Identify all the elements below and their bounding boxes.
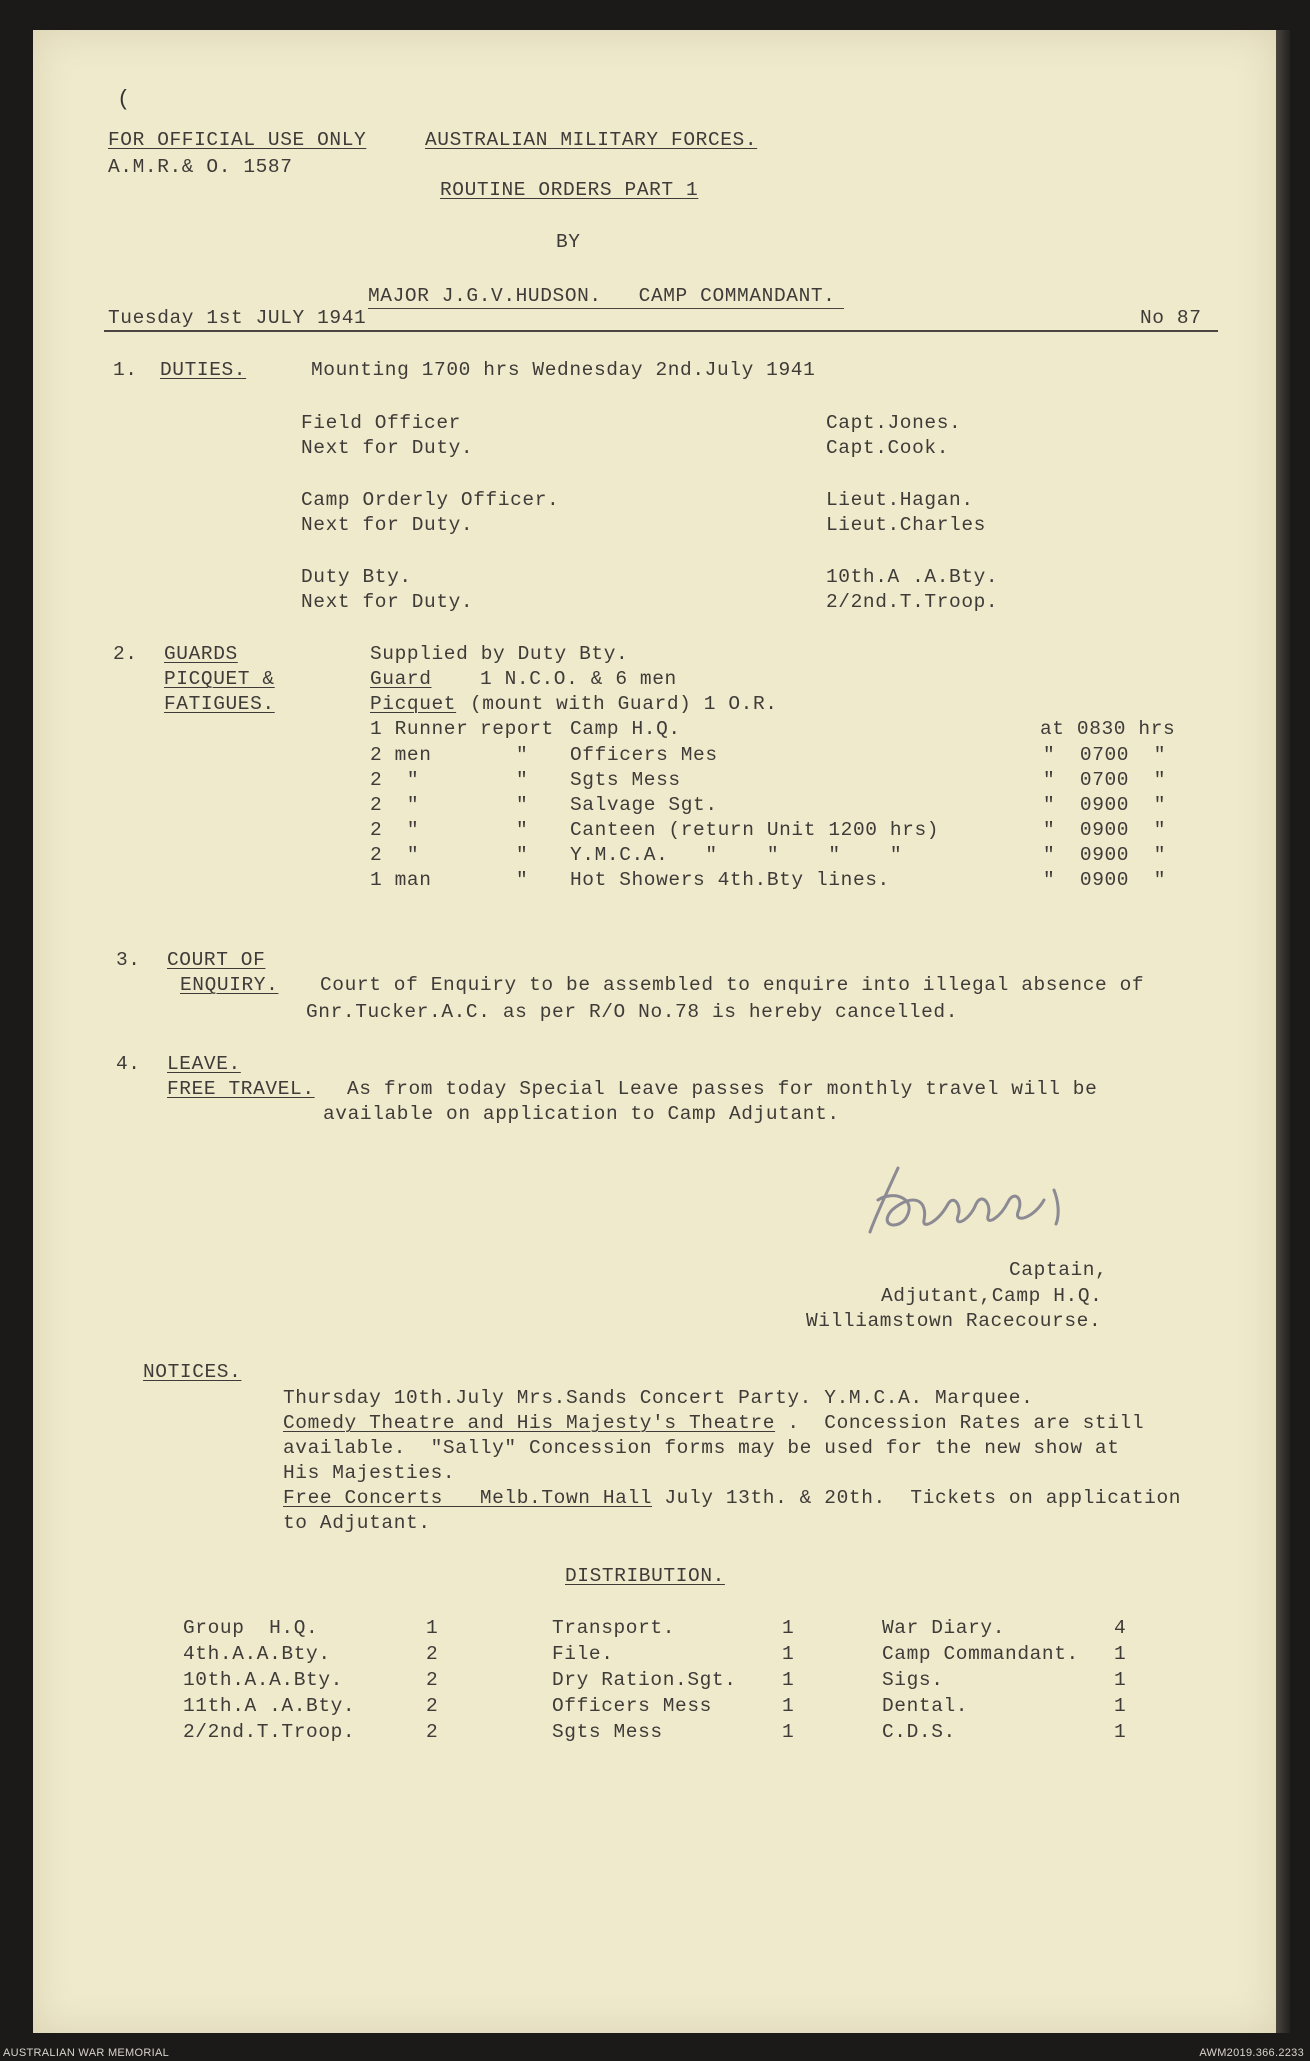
by-label: BY xyxy=(556,231,581,253)
notices-heading: NOTICES. xyxy=(143,1361,242,1383)
classification: FOR OFFICIAL USE ONLY xyxy=(108,129,367,151)
distribution-qty: 1 xyxy=(782,1643,795,1665)
leave-heading: LEAVE. xyxy=(167,1053,241,1075)
fatigue-who: 2 " xyxy=(370,769,420,791)
fatigue-who: 1 Runner xyxy=(370,718,469,740)
distribution-qty: 1 xyxy=(1114,1669,1127,1691)
order-number: No 87 xyxy=(1140,307,1202,329)
guard-label: Guard xyxy=(370,668,432,690)
duty-role: Next for Duty. xyxy=(301,591,474,613)
notice-line: His Majesties. xyxy=(283,1462,456,1484)
distribution-unit: 11th.A .A.Bty. xyxy=(183,1695,356,1717)
notice-free-concerts: Free Concerts Melb.Town Hall xyxy=(283,1487,653,1509)
notice-line: to Adjutant. xyxy=(283,1512,431,1534)
court-text: Court of Enquiry to be assembled to enquire into illegal absence of xyxy=(320,974,1145,996)
duty-officer: 2/2nd.T.Troop. xyxy=(826,591,999,613)
distribution-unit: Dry Ration.Sgt. xyxy=(552,1669,737,1691)
guards-supplied: Supplied by Duty Bty. xyxy=(370,643,629,665)
organisation-title: AUSTRALIAN MILITARY FORCES. xyxy=(425,129,758,151)
fatigue-task: Sgts Mess xyxy=(570,769,681,791)
fatigue-task: Camp H.Q. xyxy=(570,718,681,740)
header-rule xyxy=(104,330,1218,332)
fatigue-task: Hot Showers 4th.Bty lines. xyxy=(570,869,890,891)
distribution-unit: Group H.Q. xyxy=(183,1617,319,1639)
archive-credit: AUSTRALIAN WAR MEMORIAL xyxy=(3,2047,170,2059)
distribution-unit: Camp Commandant. xyxy=(882,1643,1079,1665)
margin-mark: ( xyxy=(117,87,131,112)
reference-number: A.M.R.& O. 1587 xyxy=(108,156,293,178)
fatigue-ditto: " xyxy=(516,769,529,791)
fatigue-time: " 0900 " xyxy=(1043,869,1167,891)
duty-role: Camp Orderly Officer. xyxy=(301,489,560,511)
distribution-qty: 2 xyxy=(426,1669,439,1691)
distribution-unit: Sgts Mess xyxy=(552,1721,663,1743)
fatigue-time: " 0700 " xyxy=(1043,769,1167,791)
fatigue-time: " 0900 " xyxy=(1043,844,1167,866)
distribution-unit: Dental. xyxy=(882,1695,969,1717)
duty-role: Next for Duty. xyxy=(301,437,474,459)
picquet-text: (mount with Guard) 1 O.R. xyxy=(470,693,778,715)
signatory-appointment: Adjutant,Camp H.Q. xyxy=(881,1285,1103,1307)
fatigue-ditto: " xyxy=(516,819,529,841)
fatigue-who: 2 " xyxy=(370,794,420,816)
court-heading: COURT OF xyxy=(167,949,266,971)
issuer: MAJOR J.G.V.HUDSON. CAMP COMMANDANT. xyxy=(368,285,836,307)
distribution-unit: Officers Mess xyxy=(552,1695,712,1717)
distribution-qty: 1 xyxy=(782,1721,795,1743)
distribution-qty: 1 xyxy=(1114,1721,1127,1743)
fatigue-who: 2 " xyxy=(370,819,420,841)
adjutant-signature xyxy=(858,1160,1098,1240)
fatigue-who: 1 man xyxy=(370,869,432,891)
duty-officer: Capt.Jones. xyxy=(826,412,962,434)
signatory-rank: Captain, xyxy=(1009,1259,1108,1281)
notice-line xyxy=(283,1486,1181,1510)
sheet-edge xyxy=(1276,30,1290,2033)
notice-concert-dates: July 13th. & 20th. Tickets on application xyxy=(652,1487,1182,1509)
fatigue-task: Canteen (return Unit 1200 hrs) xyxy=(570,819,940,841)
fatigue-ditto: " xyxy=(516,744,529,766)
fatigue-who: 2 men xyxy=(370,744,432,766)
fatigue-time: at 0830 hrs xyxy=(1040,718,1176,740)
duty-role: Duty Bty. xyxy=(301,566,412,588)
fatigue-ditto: " xyxy=(516,869,529,891)
section-number: 2. xyxy=(113,643,138,665)
picquet-label: Picquet xyxy=(370,693,457,715)
distribution-qty: 1 xyxy=(426,1617,439,1639)
distribution-qty: 2 xyxy=(426,1721,439,1743)
distribution-heading: DISTRIBUTION. xyxy=(565,1565,725,1587)
leave-heading: FREE TRAVEL. xyxy=(167,1078,315,1100)
distribution-qty: 1 xyxy=(1114,1643,1127,1665)
distribution-qty: 1 xyxy=(1114,1695,1127,1717)
distribution-unit: War Diary. xyxy=(882,1617,1006,1639)
distribution-qty: 1 xyxy=(782,1669,795,1691)
guards-heading: PICQUET & xyxy=(164,668,275,690)
fatigue-time: " 0900 " xyxy=(1043,819,1167,841)
leave-text: As from today Special Leave passes for monthly travel will be xyxy=(347,1078,1098,1100)
distribution-qty: 2 xyxy=(426,1695,439,1717)
duty-officer: Lieut.Hagan. xyxy=(826,489,974,511)
distribution-unit: 2/2nd.T.Troop. xyxy=(183,1721,356,1743)
distribution-unit: File. xyxy=(552,1643,614,1665)
distribution-unit: Sigs. xyxy=(882,1669,944,1691)
notice-line: Thursday 10th.July Mrs.Sands Concert Party. Y.M.C.A. Marquee. xyxy=(283,1387,1034,1409)
distribution-unit: Transport. xyxy=(552,1617,676,1639)
notice-theatres: Comedy Theatre and His Majesty's Theatre xyxy=(283,1412,776,1434)
document-title: ROUTINE ORDERS PART 1 xyxy=(440,179,699,201)
guard-text: 1 N.C.O. & 6 men xyxy=(480,668,677,690)
notice-line xyxy=(283,1411,1144,1435)
court-heading: ENQUIRY. xyxy=(180,974,279,996)
fatigue-who: 2 " xyxy=(370,844,420,866)
duty-officer: Capt.Cook. xyxy=(826,437,950,459)
duty-officer: 10th.A .A.Bty. xyxy=(826,566,999,588)
guards-heading: GUARDS xyxy=(164,643,238,665)
distribution-qty: 4 xyxy=(1114,1617,1127,1639)
duty-role: Next for Duty. xyxy=(301,514,474,536)
section-number: 1. xyxy=(113,359,138,381)
archive-accession-number: AWM2019.366.2233 xyxy=(1199,2047,1304,2059)
leave-text: available on application to Camp Adjutant. xyxy=(323,1103,840,1125)
duties-heading: DUTIES. xyxy=(160,359,247,381)
fatigue-ditto: " xyxy=(516,794,529,816)
distribution-qty: 1 xyxy=(782,1617,795,1639)
guards-heading: FATIGUES. xyxy=(164,693,275,715)
fatigue-task: Y.M.C.A. " " " " xyxy=(570,844,903,866)
duty-role: Field Officer xyxy=(301,412,461,434)
fatigue-task: Officers Mes xyxy=(570,744,718,766)
distribution-qty: 2 xyxy=(426,1643,439,1665)
order-date: Tuesday 1st JULY 1941 xyxy=(108,307,367,329)
duty-officer: Lieut.Charles xyxy=(826,514,986,536)
court-text: Gnr.Tucker.A.C. as per R/O No.78 is hereby cancelled. xyxy=(306,1001,959,1023)
issuer-underline xyxy=(368,308,844,309)
duties-intro: Mounting 1700 hrs Wednesday 2nd.July 1941 xyxy=(311,359,816,381)
distribution-qty: 1 xyxy=(782,1695,795,1717)
signatory-location: Williamstown Racecourse. xyxy=(806,1310,1102,1332)
fatigue-time: " 0700 " xyxy=(1043,744,1167,766)
notice-line: available. "Sally" Concession forms may be used for the new show at xyxy=(283,1437,1120,1459)
fatigue-task: Salvage Sgt. xyxy=(570,794,718,816)
distribution-unit: 4th.A.A.Bty. xyxy=(183,1643,331,1665)
fatigue-time: " 0900 " xyxy=(1043,794,1167,816)
notice-concession: . Concession Rates are still xyxy=(775,1412,1145,1434)
section-number: 3. xyxy=(116,949,141,971)
fatigue-ditto: report xyxy=(480,718,554,740)
section-number: 4. xyxy=(116,1053,141,1075)
distribution-unit: C.D.S. xyxy=(882,1721,956,1743)
fatigue-ditto: " xyxy=(516,844,529,866)
distribution-unit: 10th.A.A.Bty. xyxy=(183,1669,343,1691)
